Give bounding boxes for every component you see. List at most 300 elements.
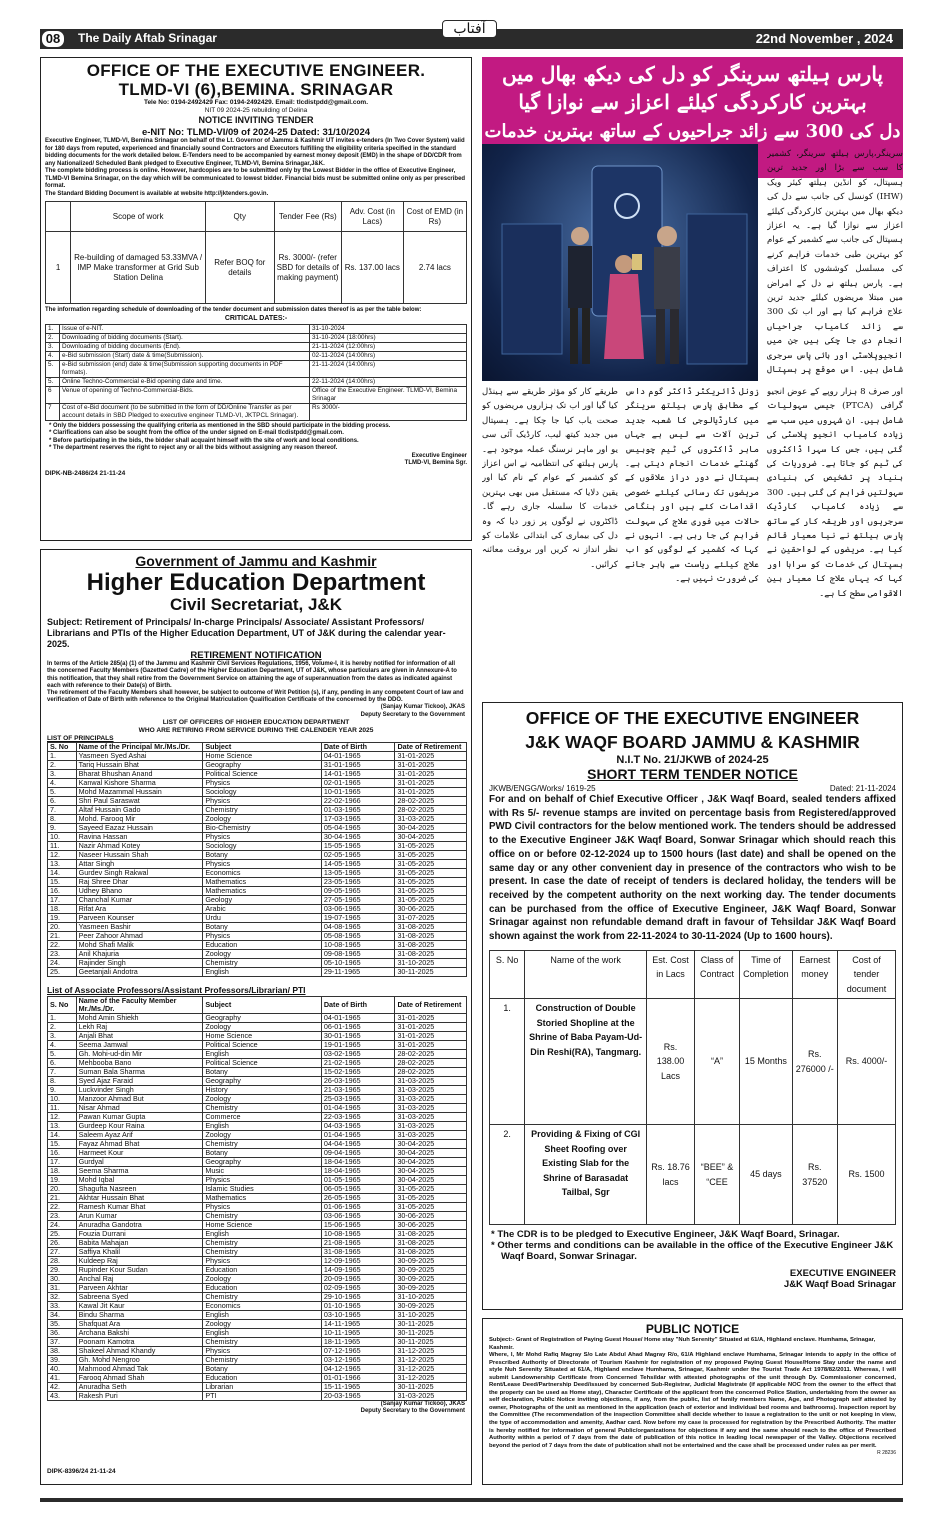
bullet: *	[49, 437, 54, 444]
table-cell: Rs. 4000/-	[838, 999, 896, 1125]
table-cell: 28-02-2025	[395, 1058, 467, 1067]
table-cell: 09-04-1965	[321, 1148, 395, 1157]
table-cell: 01-04-1965	[321, 1103, 395, 1112]
table-cell: 31-08-1965	[321, 1247, 395, 1256]
table-cell: Chemistry	[203, 1355, 322, 1364]
table-cell: 14-05-1965	[321, 860, 395, 869]
table-cell: 8.	[48, 815, 77, 824]
pn-body: Where, I, Mr Mohd Rafiq Magray S/o Late Abdul Ahad Magray R/o, 61/A Highland enclave Humhama, Srinagar intends to apply in the office of Prescribed Authority of Directorate of Tourism Kashmir for registration of my proposed Paying Guest House/Home Stay under the name and style Nuh Serenity Situated at 61/A, Highland enclave Humhama, Srinagar, Kashmir under the Tourist Trade Act 1978/82/2011. Whereas, I will submit Landownership Certificate from Concerned Tehsildar with attested photographs of the unit through Dy. Commissioner concerned, Rent/Lease Deed/Partnership Deed/issued by concerned Sub-Registrar, Judicial Magistrate (if applicable NOC from the owner to the effect that the property can be used as Home stay), Character Certificate of the applicant from the concerned Police Station, undertaking from the owner as self declaration, Public Notice inviting objections, if any, from the public, list of family members Name, Age, and Photograph self attested by owner, Photographs of the unit as mentioned in the application (each of exterior and individual bed rooms and bathrooms). Inspection report by the Committee (The recommendation of the inspection Committee shall decide whether to issue a registration to the unit or not keeping in view, the type of accommodation and amenity, Aadhar card. Now before my case is processed for registration by the Prescribed Authority. The matter is hereby notified for information of general Public/organizations for objections if any and the same should reach to the office of Prescribed Authority within a period of 7 days from the date of publication of this notice in leading local newspaper of the Valley. Objections received beyond the period of 7 days from the date of publication shall not be entertained and the case shall be processed under rules as per merit.	[489, 1352, 896, 1449]
table-cell: Bharat Bhushan Anand	[76, 770, 203, 779]
table-cell: 04-08-1965	[321, 923, 395, 932]
table-row	[48, 860, 467, 869]
hed-sec: Civil Secretariat, J&K	[170, 594, 342, 614]
tender2-title2: J&K WAQF BOARD JAMMU & KASHMIR	[525, 732, 860, 752]
table-cell: Chemistry	[203, 1211, 322, 1220]
table-cell: 38.	[48, 1346, 77, 1355]
date-value: Office of the Executive Engineer. TLMD-VI, Bemina Srinagar	[310, 386, 467, 403]
table-cell: 10-08-1965	[321, 1229, 395, 1238]
table-cell: 30-06-2025	[395, 1220, 467, 1229]
tender1-work-table	[45, 201, 467, 304]
tender2-nit: N.I.T No. 21/JKWB of 2024-25	[616, 754, 769, 766]
table-cell: Syed Ajaz Faraid	[76, 1076, 203, 1085]
table-header	[48, 743, 467, 752]
table-cell: 12-09-1965	[321, 1256, 395, 1265]
tender2-ref: JKWB/ENGG/Works/ 1619-25	[489, 784, 596, 793]
table-cell: English	[203, 1121, 322, 1130]
table-cell: 15-02-1965	[321, 1067, 395, 1076]
table-row	[48, 770, 467, 779]
tender2-title1: OFFICE OF THE EXECUTIVE ENGINEER	[525, 708, 860, 728]
date-event: Cost of e-Bid document (to be submitted in the form of DD/Online Transfer as per account details in SBD Pledged to executive engineer TLMD-VI, JKTPCL Srinagar).	[60, 403, 310, 420]
table-cell: Providing & Fixing of CGI Sheet Roofing over Existing Slab for the Shrine of Barasadat Tailbal, Sgr	[525, 1125, 647, 1225]
table-cell: Babita Mahajan	[76, 1238, 203, 1247]
table-cell: Geography	[203, 1076, 322, 1085]
table-cell: Parveen Akhtar	[76, 1283, 203, 1292]
table-cell: 01-05-1965	[321, 1175, 395, 1184]
table-cell: 31-08-2025	[395, 1247, 467, 1256]
table-row	[48, 1175, 467, 1184]
table-cell: 26-03-1965	[321, 1076, 395, 1085]
table-cell: 8.	[48, 1076, 77, 1085]
table-row	[48, 1355, 467, 1364]
cell: Refer BOQ for details	[205, 232, 274, 304]
table-cell: 31-05-2025	[395, 887, 467, 896]
table-cell: Luckvinder Singh	[76, 1085, 203, 1094]
table-cell: Chemistry	[203, 1139, 322, 1148]
table-cell: 31-12-2025	[395, 1355, 467, 1364]
table-cell: 24.	[48, 1220, 77, 1229]
table-cell: Home Science	[203, 752, 322, 761]
table-cell: 20-03-1965	[321, 1391, 395, 1400]
table-cell: 22-03-1965	[321, 1112, 395, 1121]
table-row	[48, 1292, 467, 1301]
column-header: Name of the work	[525, 950, 647, 999]
table-cell: 41.	[48, 1373, 77, 1382]
table-cell: Chemistry	[203, 806, 322, 815]
footer-rule	[40, 1498, 903, 1502]
table-cell: 17.	[48, 896, 77, 905]
table-cell: 15-05-1965	[321, 842, 395, 851]
table-cell: 39.	[48, 1355, 77, 1364]
table-cell: 29-10-1965	[321, 1292, 395, 1301]
table-cell: 31-03-2025	[395, 1094, 467, 1103]
column-header: Cost of tender document	[838, 950, 896, 999]
critical-date-row	[46, 351, 467, 360]
table-cell: 22.	[48, 1202, 77, 1211]
table-cell: 31-12-2025	[395, 1346, 467, 1355]
table-cell: 14-09-1965	[321, 1265, 395, 1274]
tender2-dated: Dated: 21-11-2024	[829, 784, 896, 793]
table-cell: 15-06-1965	[321, 1220, 395, 1229]
column-header: Name of the Faculty Member Mr./Ms./Dr.	[76, 996, 203, 1013]
table-cell: Education	[203, 1265, 322, 1274]
table-cell: Fayaz Ahmad Bhat	[76, 1139, 203, 1148]
table-cell: 9.	[48, 1085, 77, 1094]
table-cell: 3.	[48, 1031, 77, 1040]
table-cell: 7.	[48, 1067, 77, 1076]
table-row	[48, 1247, 467, 1256]
table-cell: Geology	[203, 896, 322, 905]
table-cell: Physics	[203, 833, 322, 842]
table-cell: Mathematics	[203, 878, 322, 887]
table-cell: 04-04-1965	[321, 1139, 395, 1148]
table-cell: 14.	[48, 869, 77, 878]
table-cell: Mohd. Farooq Mir	[76, 815, 203, 824]
table-cell: Chemistry	[203, 1247, 322, 1256]
critical-date-row	[46, 403, 467, 420]
table-cell: Construction of Double Storied Shopline at the Shrine of Baba Payam-Ud-Din Reshi(RA), Tangmarg.	[525, 999, 647, 1125]
higher-education-notice	[40, 549, 472, 1485]
hed-list-title: LIST OF OFFICERS OF HIGHER EDUCATION DEPARTMENT	[162, 718, 350, 726]
table-cell: Sociology	[203, 788, 322, 797]
table-cell: 09-08-1965	[321, 950, 395, 959]
table-row	[48, 905, 467, 914]
award-photo	[482, 144, 758, 381]
table-cell: 42.	[48, 1382, 77, 1391]
date-value: 31-10-2024 (18:00hrs)	[310, 333, 467, 342]
bullet: *	[491, 1229, 498, 1241]
table-cell: Seema Jamwal	[76, 1040, 203, 1049]
table-cell: Home Science	[203, 1220, 322, 1229]
table-cell: 21.	[48, 932, 77, 941]
table-cell: 28-02-2025	[395, 1049, 467, 1058]
table-row	[48, 1301, 467, 1310]
principals-table	[47, 742, 467, 977]
table-cell: Zoology	[203, 1130, 322, 1139]
column-header: S. No	[490, 950, 525, 999]
table-cell: Mathematics	[203, 1193, 322, 1202]
column-header: Est. Cost in Lacs	[647, 950, 695, 999]
cell: Re-building of damaged 53.33MVA / IMP Make transformer at Grid Sub Station Delina	[71, 232, 206, 304]
table-cell: 05-04-1965	[321, 824, 395, 833]
table-cell: Urdu	[203, 914, 322, 923]
table-cell: Zoology	[203, 950, 322, 959]
tender1-para: Executive Engineer, TLMD-VI, Bemina Srinagar on behalf of the Lt. Governor of Jammu & Kashmir UT invites e-tenders (In Two Cover System) valid for 180 days from reputed, experienced and financially sound Contractors and Executors fulfilling the eligibility criteria specified in the standard bidding documents for the work detailed below. E-Tenders need to be accompanied by earnest money deposit (EMD) in the shape of DD/CDR from any Nationalized/ Scheduled Bank pledged to Executive Engineer, TLMD-VI, Bemina Srinagar,J&K.	[45, 138, 465, 167]
table-cell: Librarian	[203, 1382, 322, 1391]
urdu-news-article	[482, 57, 903, 697]
hed-dept: Higher Education Department	[86, 568, 426, 596]
urdu-col-mid: زونل ڈائریکٹر ڈاکٹر گوم داس کے مطابق پارس ہیلتھ سرینگر میں کارڈیالوجی کا شعبہ جدید ترین آلات سے لیس ہے جہاں ماہر ڈاکٹروں کی ٹیم چوبیس گھنٹے خدمات انجام دیتی ہے۔ ہسپتال نے دور دراز علاقوں کے مریضوں تک رسائی کیلئے خصوصی اقدامات کئے ہیں اور ہنگامی حالات میں فوری علاج کی سہولت فراہم کی جا رہی ہے۔ انہوں نے کہا کہ کشمیر کے لوگوں کو اب علاج کیلئے ریاست سے باہر جانے کی ضرورت نہیں ہے۔	[625, 387, 759, 585]
table-row	[48, 1058, 467, 1067]
column-header: Earnest money	[792, 950, 838, 999]
column-header: Date of Birth	[321, 743, 395, 752]
table-cell: Rakesh Puri	[76, 1391, 203, 1400]
column-header: Date of Retirement	[395, 996, 467, 1013]
table-cell: 28-02-2025	[395, 806, 467, 815]
table-cell: 31-08-2025	[395, 923, 467, 932]
date-event: e-Bid submission (end) date & time(Submission supporting documents in PDF formats).	[60, 360, 310, 377]
table-cell: 31-05-2025	[395, 851, 467, 860]
table-row	[48, 761, 467, 770]
table-cell: English	[203, 1229, 322, 1238]
table-cell: 28-02-2025	[395, 1067, 467, 1076]
col-emd: Cost of EMD (in Rs)	[403, 202, 466, 232]
table-cell: 28.	[48, 1256, 77, 1265]
table-cell: 30-09-2025	[395, 1265, 467, 1274]
table-row	[48, 1265, 467, 1274]
table-row	[48, 1040, 467, 1049]
table-row	[48, 968, 467, 977]
table-cell: Yasmeen Bashir	[76, 923, 203, 932]
table-cell: Farooq Ahmad Shah	[76, 1373, 203, 1382]
table-cell: 21-03-1965	[321, 1085, 395, 1094]
table-cell: 01-03-1965	[321, 806, 395, 815]
table-cell: 03-12-1965	[321, 1355, 395, 1364]
table-row	[48, 1346, 467, 1355]
table-cell: 25.	[48, 1229, 77, 1238]
table-cell: Pawan Kumar Gupta	[76, 1112, 203, 1121]
date-event: Downloading of bidding documents (End).	[60, 342, 310, 351]
table-row	[48, 833, 467, 842]
table-row	[48, 806, 467, 815]
table-cell: Shakeel Ahmad Khandy	[76, 1346, 203, 1355]
table-row	[48, 923, 467, 932]
table-row	[48, 1094, 467, 1103]
date-event: Online Techno-Commercial e-Bid opening date and time.	[60, 377, 310, 386]
tender2-sign2: J&K Waqf Boad Srinagar	[783, 1279, 896, 1291]
table-cell: 31-08-2025	[395, 941, 467, 950]
table-cell: 30-11-2025	[395, 1382, 467, 1391]
table-cell: 14.	[48, 1130, 77, 1139]
table-row	[48, 815, 467, 824]
table-cell: Sayeed Eazaz Hussain	[76, 824, 203, 833]
table-cell: 15-11-1965	[321, 1382, 395, 1391]
table-cell: 10-11-1965	[321, 1328, 395, 1337]
column-header: Date of Retirement	[395, 743, 467, 752]
hed-dipk: DIPK-8396/24 21-11-24	[47, 1468, 116, 1475]
table-cell: 31-01-2025	[395, 788, 467, 797]
table-cell: 5.	[48, 1049, 77, 1058]
table-cell: Geography	[203, 761, 322, 770]
table-cell: Shafquat Ara	[76, 1319, 203, 1328]
table-cell: 21-02-1965	[321, 1058, 395, 1067]
table-row	[48, 869, 467, 878]
tender1-enit: e-NIT No: TLMD-VI/09 of 2024-25 Dated: 31/10/2024	[141, 126, 371, 138]
table-cell: 31-08-2025	[395, 1238, 467, 1247]
table-cell: Sociology	[203, 842, 322, 851]
date-value: 21-11-2024 (12:00hrs)	[310, 342, 467, 351]
table-cell: 24.	[48, 959, 77, 968]
table-cell: Home Science	[203, 1031, 322, 1040]
col-fee: Tender Fee (Rs)	[274, 202, 341, 232]
table-cell: 2.	[490, 1125, 525, 1225]
hed-para2: The retirement of the Faculty Members shall however, be subject to outcome of Writ Petition (s), if any, pending in any competent Court of law and verification of Date of Birth with reference to the Original Matriculation Qualification Certificate of the concerned by the DDO.	[47, 689, 464, 704]
table-cell: English	[203, 968, 322, 977]
table-cell: 4.	[48, 779, 77, 788]
table-cell: 07-12-1965	[321, 1346, 395, 1355]
table-cell: Botany	[203, 923, 322, 932]
table-cell: Rs. 138.00 Lacs	[647, 999, 695, 1125]
table-cell: Geetanjali Andotra	[76, 968, 203, 977]
table-cell: 31-01-2025	[395, 1022, 467, 1031]
table-cell: 15 Months	[740, 999, 792, 1125]
table-cell: 6.	[48, 1058, 77, 1067]
table-cell: Kuldeep Raj	[76, 1256, 203, 1265]
col-scope: Scope of work	[71, 202, 206, 232]
table-cell: 30-09-2025	[395, 1283, 467, 1292]
table-cell: 03-06-1965	[321, 905, 395, 914]
table-cell: 22.	[48, 941, 77, 950]
note-text: Clarifications can also be sought from the office of the under signed on E-mail tlcdistpdd@gmail.com.	[53, 430, 344, 437]
table-cell: 31-01-2025	[395, 770, 467, 779]
table-cell: Anuradha Seth	[76, 1382, 203, 1391]
tender1-note	[45, 430, 467, 438]
table-cell: Rs. 1500	[838, 1125, 896, 1225]
table-cell: 31-01-2025	[395, 779, 467, 788]
table-cell: 02-09-1965	[321, 1283, 395, 1292]
table-cell: 31-03-2025	[395, 1130, 467, 1139]
table-row	[48, 1139, 467, 1148]
table-cell: Rs. 18.76 lacs	[647, 1125, 695, 1225]
table-cell: 9.	[48, 824, 77, 833]
table-cell: 20.	[48, 923, 77, 932]
date-value: Rs 3000/-	[310, 403, 467, 420]
date-no: 5.	[46, 360, 60, 377]
table-cell: 18-04-1965	[321, 1166, 395, 1175]
assoc-heading: List of Associate Professors/Assistant Professors/Librarian/ PTI	[47, 985, 306, 996]
table-row	[48, 1373, 467, 1382]
tender1-para2: The complete bidding process is online. However, hardcopies are to be submitted only by the Lowest Bidder in the office of Executive Engineer, TLMD-VI Bemina Srinagar, on the day which will be communicated to lowest bidder. Financial bids must be submitted online only as per prescribed format.	[45, 168, 466, 190]
table-cell: Rifat Ara	[76, 905, 203, 914]
table-cell: Physics	[203, 797, 322, 806]
table-cell: 31-01-2025	[395, 761, 467, 770]
table-row	[48, 1211, 467, 1220]
table-row	[48, 1319, 467, 1328]
tender1-note	[45, 445, 467, 453]
table-cell: 30-09-2025	[395, 1256, 467, 1265]
table-cell: 6.	[48, 797, 77, 806]
table-cell: 14-01-1965	[321, 770, 395, 779]
table-cell: 31-05-2025	[395, 896, 467, 905]
table-cell: 31-08-2025	[395, 1229, 467, 1238]
table-cell: 31-10-2025	[395, 1292, 467, 1301]
table-cell: 35.	[48, 1319, 77, 1328]
public-notice	[482, 1318, 903, 1485]
bullet: *	[49, 422, 54, 429]
tender1-notes	[45, 423, 467, 453]
table-cell: 31-08-2025	[395, 950, 467, 959]
table-cell: 28-02-2025	[395, 797, 467, 806]
principals-heading: LIST OF PRINCIPALS	[47, 734, 114, 742]
table-cell: 31-10-2025	[395, 1310, 467, 1319]
table-cell: 29.	[48, 1265, 77, 1274]
table-cell: Zoology	[203, 1274, 322, 1283]
table-cell: 13.	[48, 1121, 77, 1130]
table-row	[48, 1283, 467, 1292]
column-header: Subject	[203, 996, 322, 1013]
table-cell: 1.	[48, 752, 77, 761]
hed-sign2b: Deputy Secretary to the Government	[360, 1407, 465, 1414]
waqf-work-table	[489, 950, 896, 1226]
table-row	[490, 999, 896, 1125]
table-cell: 25-03-1965	[321, 1094, 395, 1103]
table-cell: 16.	[48, 1148, 77, 1157]
masthead-logo: آفتاب	[442, 20, 497, 38]
table-cell: 25.	[48, 968, 77, 977]
table-cell: 31-03-2025	[395, 1112, 467, 1121]
table-row	[48, 1076, 467, 1085]
date-no: 5.	[46, 377, 60, 386]
table-cell: 31-05-2025	[395, 842, 467, 851]
table-cell: 05-10-1965	[321, 959, 395, 968]
table-cell: Mehbooba Bano	[76, 1058, 203, 1067]
table-cell: 30-11-2025	[395, 1328, 467, 1337]
table-cell: Botany	[203, 851, 322, 860]
table-cell: Rupinder Kour Sudan	[76, 1265, 203, 1274]
table-cell: 40.	[48, 1364, 77, 1373]
table-cell: 13-05-1965	[321, 869, 395, 878]
table-row	[48, 1256, 467, 1265]
table-cell: 31-03-2025	[395, 1391, 467, 1400]
date-value: 31-10-2024	[310, 324, 467, 333]
tender1-info: The information regarding schedule of downloading of the tender document and submission dates thereof is as per the table below:	[45, 307, 422, 314]
urdu-headline2: دل کی 300 سے زائد جراحیوں کے ساتھ بہترین خدمات	[482, 118, 903, 178]
table-cell: 31-03-2025	[395, 1121, 467, 1130]
date-value: 22-11-2024 (14:00hrs)	[310, 377, 467, 386]
table-cell: Music	[203, 1166, 322, 1175]
table-cell: Altaf Hussain Gado	[76, 806, 203, 815]
critical-date-row	[46, 386, 467, 403]
table-cell: 11.	[48, 842, 77, 851]
table-cell: Parveen Kounser	[76, 914, 203, 923]
tender1-nit: NIT 09 2024-25 rebuilding of Delina	[204, 107, 308, 115]
note-text: Before participating in the bids, the bidder shall acquaint himself with the site of work and local conditions.	[53, 437, 359, 444]
table-row	[48, 1031, 467, 1040]
table-row	[48, 932, 467, 941]
table-cell: Seema Sharma	[76, 1166, 203, 1175]
table-cell: 18-04-1965	[321, 1157, 395, 1166]
table-cell: Gurdev Singh Rakwal	[76, 869, 203, 878]
table-cell: Physics	[203, 779, 322, 788]
urdu-col-left: طریقے کار کو مؤثر طریقے سے ہینڈل کیا گیا اور اب تک ہزاروں مریضوں کو صحت یاب کیا جا چکا ہے۔ ہسپتال میں جدید کیتھ لیب، کارڈیک آئی سی یو اور ماہر نرسنگ عملہ موجود ہے۔ پارس ہیلتھ کی انتظامیہ نے اس اعزاز کو کشمیر کے عوام کے نام کیا اور یقین دلایا کہ مستقبل میں بھی بہترین خدمات کا سلسلہ جاری رہے گا۔ ڈاکٹروں نے لوگوں پر زور دیا کہ وہ دل کی بیماری کی ابتدائی علامات کو نظر انداز نہ کریں اور بروقت معائنہ کرائیں۔	[482, 387, 618, 570]
table-cell: Anchal Raj	[76, 1274, 203, 1283]
table-cell: Shagufta Nasreen	[76, 1184, 203, 1193]
table-cell: 31-12-2025	[395, 1364, 467, 1373]
tender1-sign: Executive Engineer	[411, 452, 467, 459]
paper-name: The Daily Aftab Srinagar	[78, 31, 217, 45]
table-row	[48, 779, 467, 788]
table-cell: Chemistry	[203, 1337, 322, 1346]
table-row	[48, 1229, 467, 1238]
table-cell: 01-06-1965	[321, 1202, 395, 1211]
table-cell: Education	[203, 1373, 322, 1382]
table-cell: 18.	[48, 1166, 77, 1175]
table-cell: Geography	[203, 1013, 322, 1022]
table-cell: Poonam Kamotra	[76, 1337, 203, 1346]
critical-date-row	[46, 377, 467, 386]
table-cell: 30-04-2025	[395, 1139, 467, 1148]
tender2-body: For and on behalf of Chief Executive Officer , J&K Waqf Board, sealed tenders affixed with Rs 5/- revenue stamps are invited on percentage basis from Registered/approved PWD Civil contractors for the below mentioned work. The tenders should be addressed to the Executive Engineer J&K Waqf Board, Sonwar Srinagar which should reach this office on or before 02-12-2024 up to 1500 hours (last date) and shall be opened on the same day or any other convenient day in presence of the contractors who wish to be present. In case the date of receipt of tenders is declared holiday, the tenders will be received by the competent authority on the next working day. The tender documents can be purchased from the office of Executive Engineer, J&K Waqf Board, Sonwar Srinagar against non refundable demand draft in favour of Tehsildar J&K Waqf Board shown against the work from 22-11-2024 to 30-11-2024 (Up to 1600 hours).	[489, 794, 896, 943]
table-row	[48, 1121, 467, 1130]
urdu-col-right: سرینگر،پارس ہیلتھ سرینگر، کشمیر کا سب سے بڑا اور جدید ترین ہسپتال، کو انڈین ہیلتھ کیئر ویک (IHW) کونسل کی جانب سے دل کی دیکھ بھال میں بہترین کارکردگی کیلئے اعزاز سے نوازا گیا ہے۔ یہ اعزاز ہسپتال کی جانب سے کشمیر کے عوام کو بہترین طبی خدمات فراہم کرنے کی مسلسل کوششوں کا اعتراف ہے۔ پارس ہیلتھ نے دل کے امراض میں مبتلا مریضوں کیلئے جدید ترین علاج فراہم کیا ہے اور اب تک 300 سے زائد کامیاب جراحیاں انجام دی جا چکی ہیں جن میں انجیوپلاسٹی اور بائی پاس سرجری شامل ہیں۔ اس موقع پر ہسپتال	[767, 149, 903, 376]
table-cell: Arabic	[203, 905, 322, 914]
table-cell: 5.	[48, 788, 77, 797]
table-cell: 31-05-2025	[395, 1193, 467, 1202]
critical-date-row	[46, 324, 467, 333]
tender2-note1: The CDR is to be pledged to Executive Engineer, J&K Waqf Board, Srinagar.	[497, 1229, 840, 1241]
col-qty: Qty	[205, 202, 274, 232]
table-cell: Physics	[203, 932, 322, 941]
table-cell: Nisar Ahmad	[76, 1103, 203, 1112]
table-cell: Economics	[203, 869, 322, 878]
tender1-critical: CRITICAL DATES:-	[224, 314, 288, 322]
table-row	[48, 1166, 467, 1175]
table-cell: 36.	[48, 1328, 77, 1337]
table-row	[48, 1193, 467, 1202]
tender1-title1: OFFICE OF THE EXECUTIVE ENGINEER.	[86, 61, 426, 80]
table-cell: Arun Kumar	[76, 1211, 203, 1220]
table-row	[48, 788, 467, 797]
